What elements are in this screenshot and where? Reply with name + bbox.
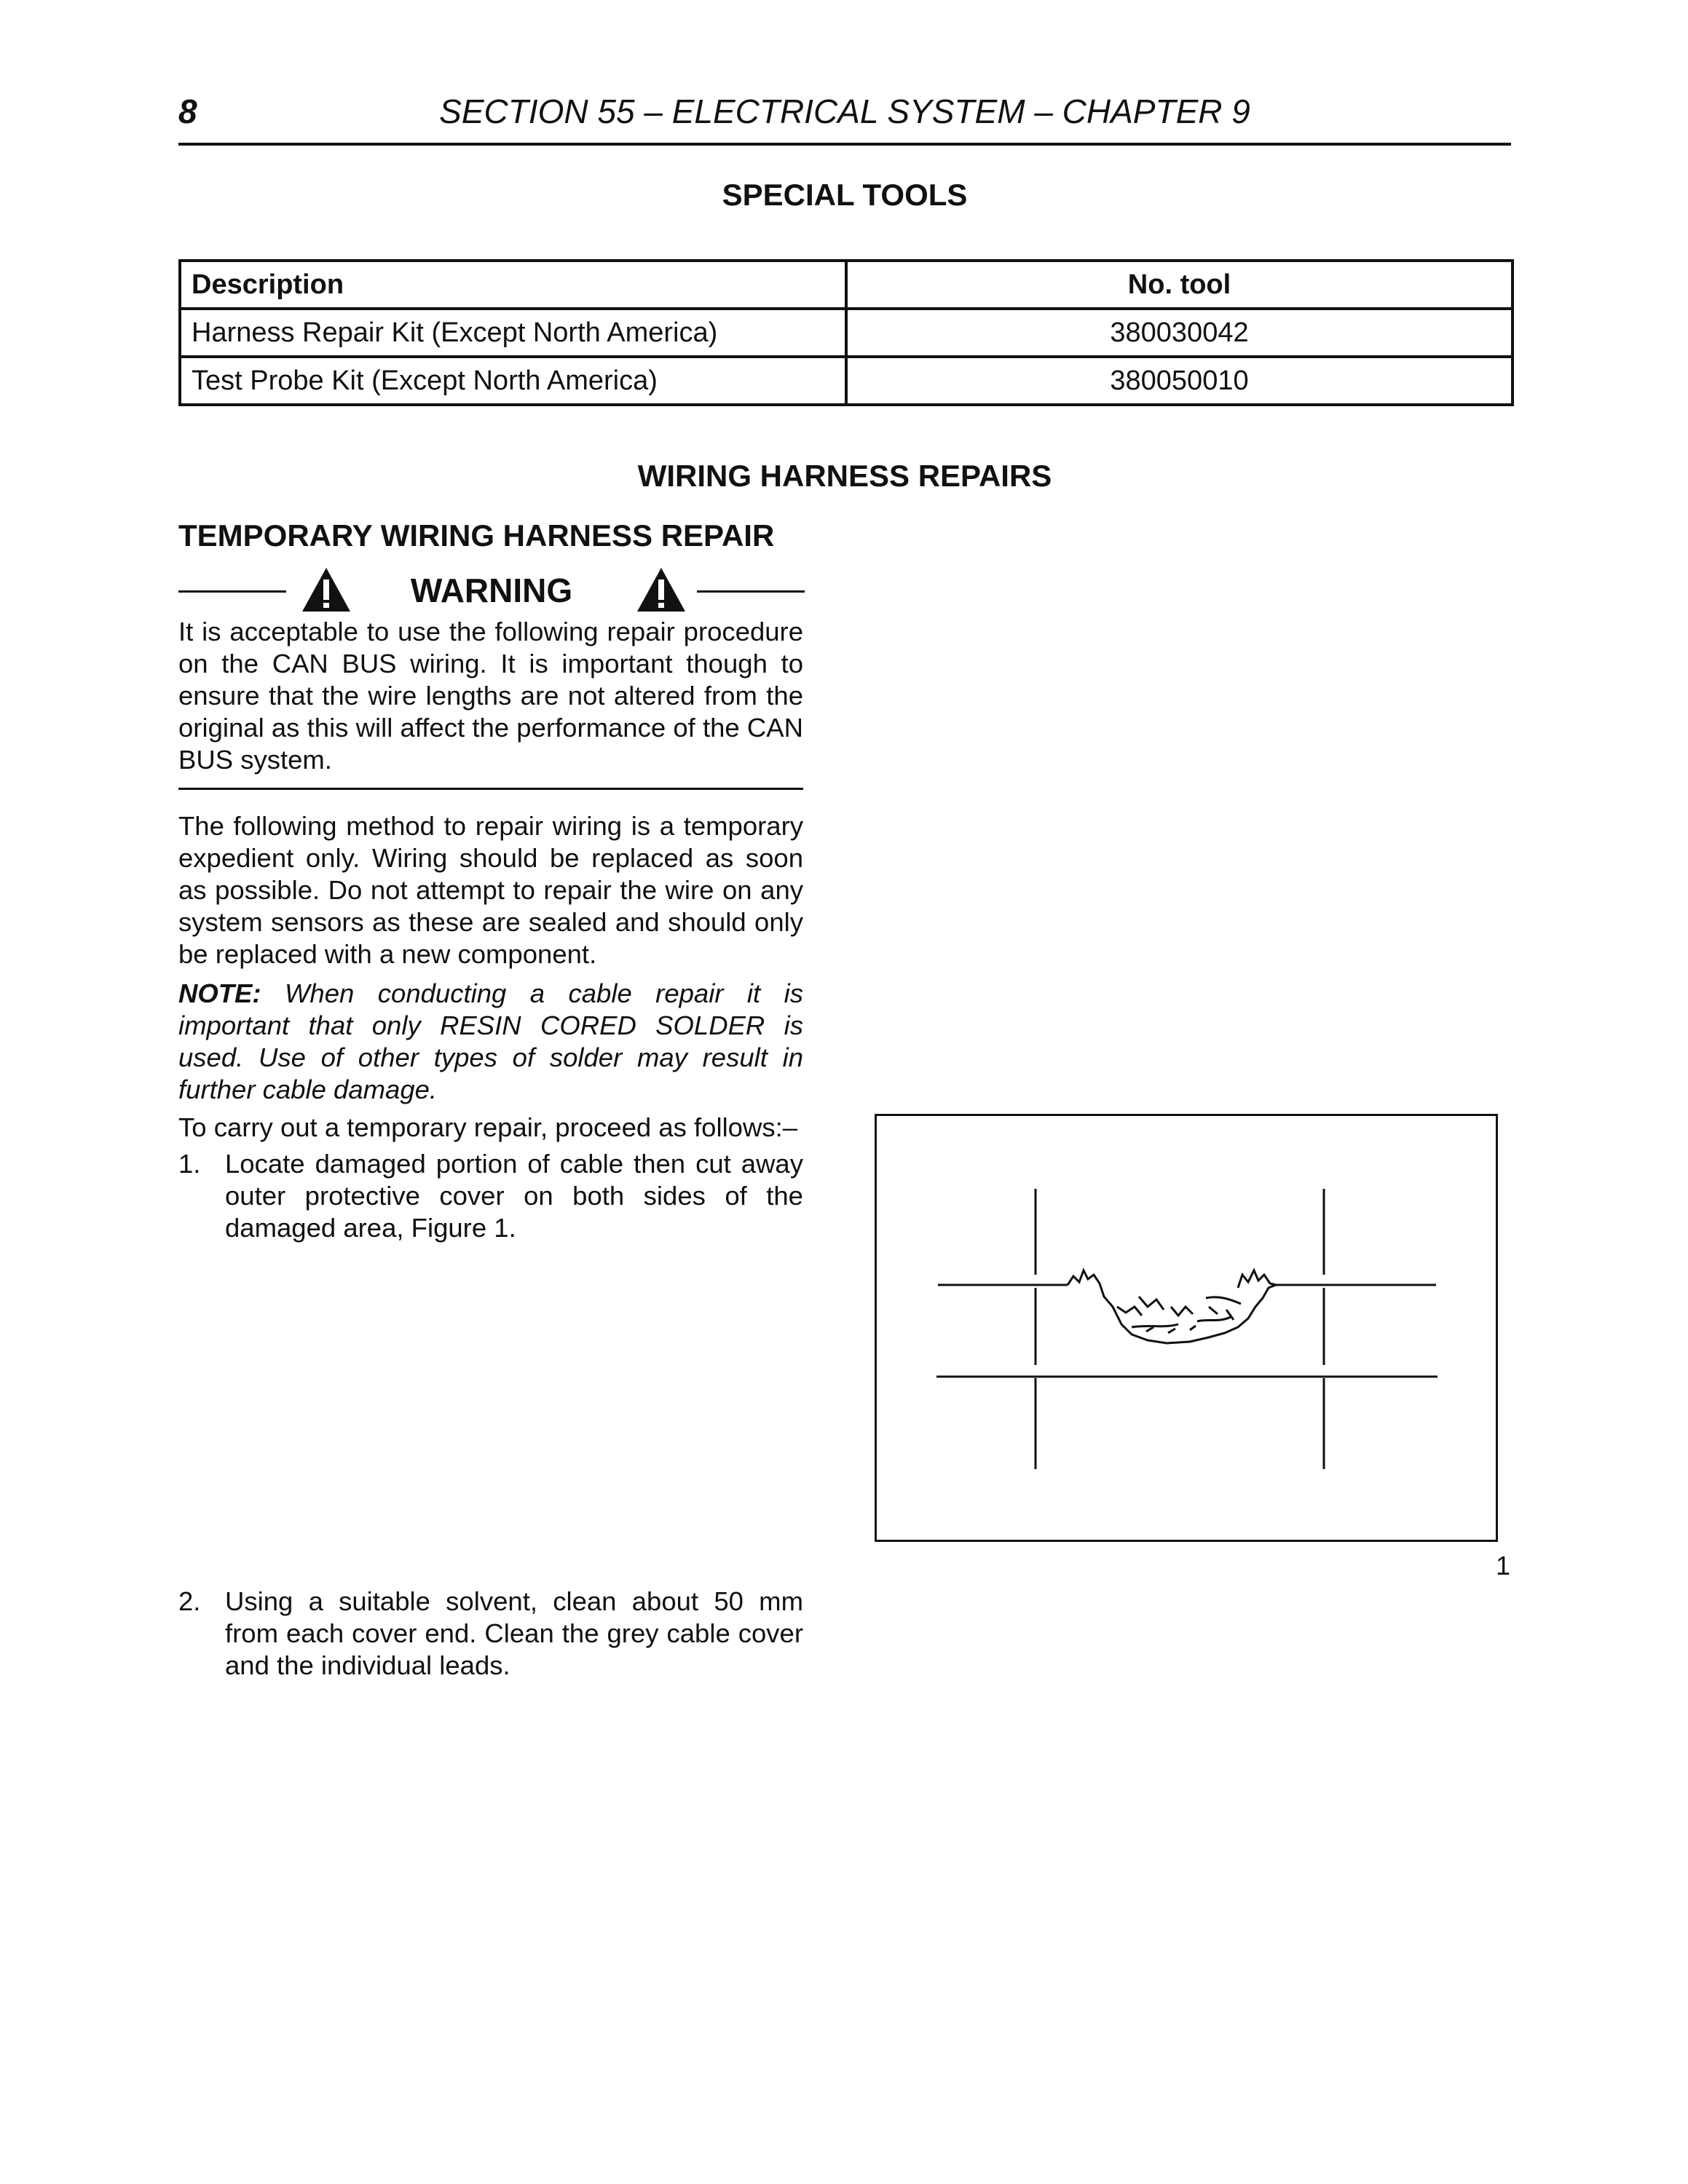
note-label: NOTE: — [178, 978, 261, 1008]
temporary-repair-heading: TEMPORARY WIRING HARNESS REPAIR — [178, 518, 775, 553]
page-header — [178, 92, 1511, 146]
tool-description: Test Probe Kit (Except North America) — [180, 357, 846, 405]
page-number: 8 — [178, 92, 197, 130]
step-number: 2. — [178, 1586, 201, 1616]
special-tools-title: SPECIAL TOOLS — [722, 178, 968, 212]
warning-rule-right — [697, 590, 805, 593]
column-header-description: Description — [180, 261, 846, 309]
damaged-cable-illustration — [877, 1116, 1496, 1540]
step-text: Using a suitable solvent, clean about 50 mm from each cover end. Clean the grey cable cover and the individual leads. — [225, 1586, 803, 1680]
procedure-intro: To carry out a temporary repair, proceed as follows:– — [178, 1112, 798, 1142]
tool-number: 380050010 — [846, 357, 1513, 405]
warning-triangle-icon — [636, 566, 687, 613]
wiring-repairs-title: WIRING HARNESS REPAIRS — [637, 459, 1052, 493]
figure-damaged-cable — [875, 1114, 1498, 1542]
tool-description: Harness Repair Kit (Except North America) — [180, 309, 846, 357]
warning-label: WARNING — [410, 571, 573, 609]
figure-number: 1 — [1495, 1551, 1510, 1580]
note-text: When conducting a cable repair it is important that only RESIN CORED SOLDER is used. Use of other types of solder may result in further cable damage. — [178, 978, 803, 1104]
list-item — [178, 1586, 803, 1682]
list-item — [178, 1148, 803, 1244]
table-row — [180, 357, 1513, 405]
special-tools-table — [178, 259, 1514, 406]
note — [178, 978, 803, 1106]
step-text: Locate damaged portion of cable then cut away outer protective cover on both sides of the damaged area, Figure 1. — [225, 1149, 803, 1243]
table-header-row — [180, 261, 1513, 309]
running-title: SECTION 55 – ELECTRICAL SYSTEM – CHAPTER 9 — [439, 92, 1250, 130]
warning-banner — [178, 566, 805, 617]
step-number: 1. — [178, 1149, 201, 1179]
repair-paragraph: The following method to repair wiring is a temporary expedient only. Wiring should be replaced as soon as possible. Do not attempt to repair the wire on any system sensors as these are sealed and should only be replaced with a new component. — [178, 811, 803, 969]
warning-divider — [178, 788, 803, 790]
column-header-tool-no: No. tool — [846, 261, 1513, 309]
table-row — [180, 309, 1513, 357]
warning-text: It is acceptable to use the following repair procedure on the CAN BUS wiring. It is important though to ensure that the wire lengths are not altered from the original as this will affect the performance of the CAN BUS system. — [178, 617, 803, 775]
tool-number: 380030042 — [846, 309, 1513, 357]
